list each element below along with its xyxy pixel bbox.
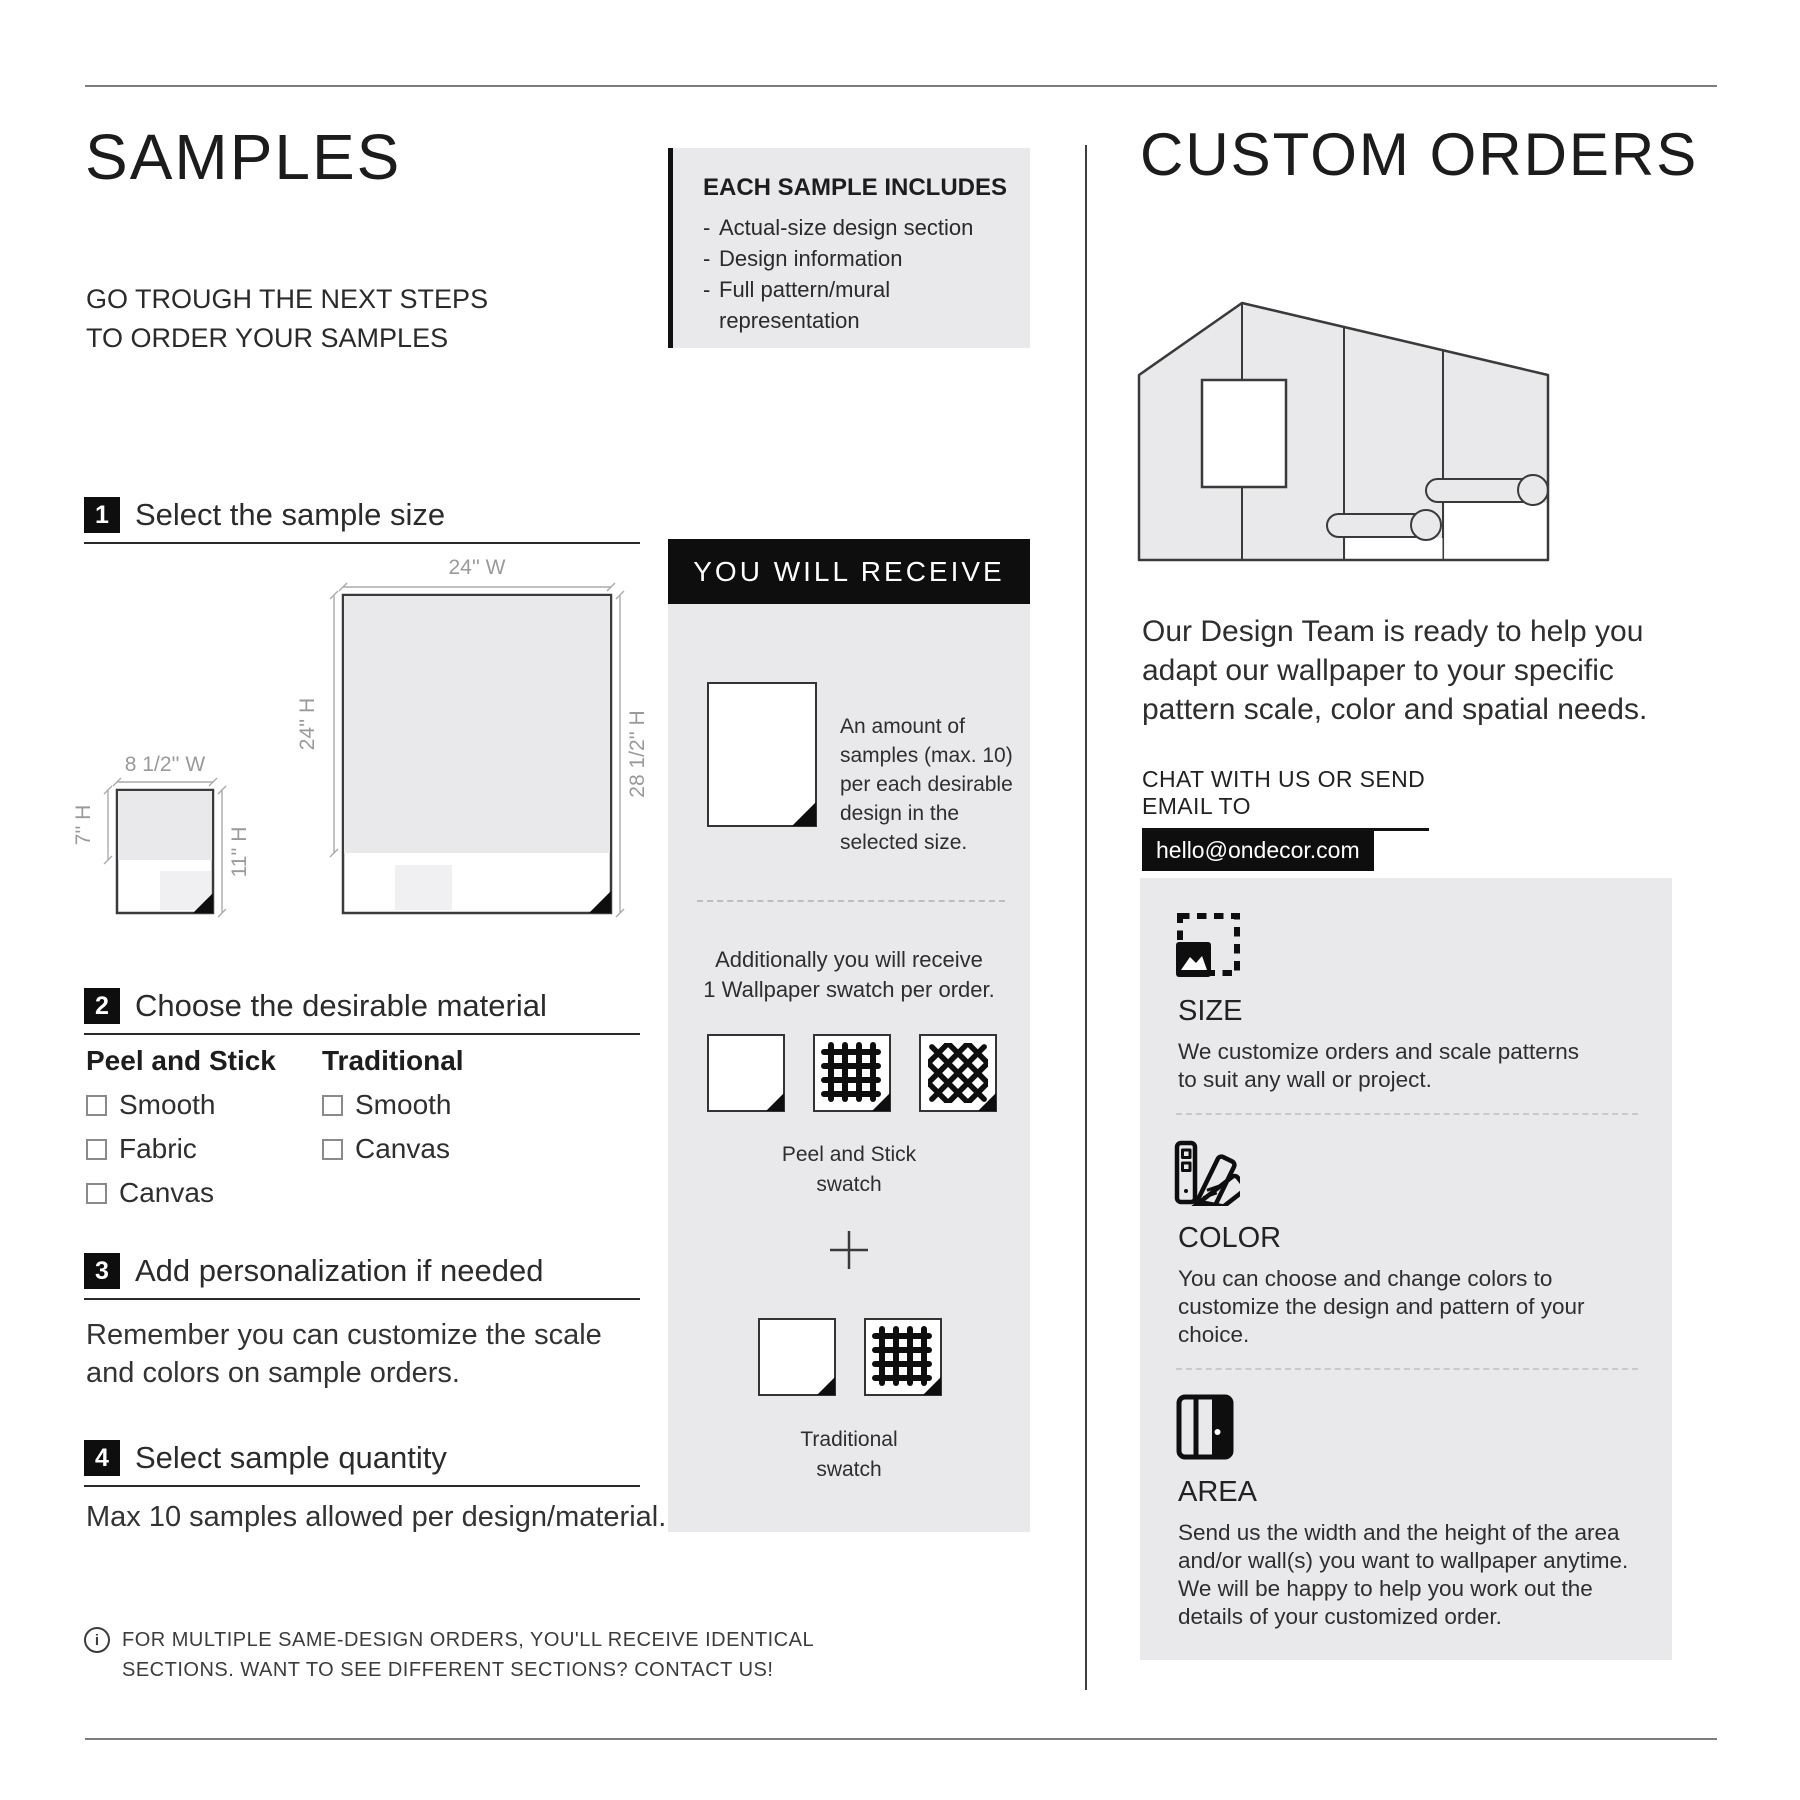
dashed-divider (1176, 1113, 1638, 1115)
checkbox[interactable] (86, 1183, 107, 1204)
sample-sheet-icon (707, 682, 817, 827)
intro-line: TO ORDER YOUR SAMPLES (86, 323, 449, 353)
material-option-label: Smooth (355, 1089, 452, 1120)
includes-item (703, 274, 1010, 336)
feature-line: and/or wall(s) you want to wallpaper anytime. (1178, 1548, 1629, 1573)
feature-area (1178, 1476, 1628, 1631)
label-line: Traditional (800, 1428, 898, 1451)
additional-line: Additionally you will receive (715, 947, 983, 972)
footnote (84, 1625, 814, 1685)
note-line: and colors on sample orders. (86, 1357, 460, 1389)
step-label: Select sample quantity (135, 1440, 447, 1475)
step-2-header (84, 988, 640, 1035)
material-option[interactable] (322, 1089, 464, 1121)
material-option-label: Canvas (119, 1177, 214, 1208)
plus-icon (827, 1228, 871, 1272)
material-option-label: Fabric (119, 1133, 197, 1164)
custom-intro (1142, 612, 1647, 729)
label-line: swatch (816, 1458, 882, 1481)
material-option-label: Smooth (119, 1089, 216, 1120)
step-number-badge: 1 (84, 497, 120, 533)
folded-corner (978, 1093, 996, 1111)
small-height-left-label: 7'' H (72, 804, 95, 846)
chat-block (1142, 766, 1492, 871)
intro-line: adapt our wallpaper to your specific (1142, 654, 1614, 687)
feature-line: to suit any wall or project. (1178, 1067, 1432, 1092)
includes-title: EACH SAMPLE INCLUDES (703, 174, 1008, 201)
material-option-label: Canvas (355, 1133, 450, 1164)
feature-line: customize the design and pattern of your (1178, 1294, 1585, 1319)
feature-line: details of your customized order. (1178, 1604, 1502, 1629)
info-icon: i (84, 1627, 110, 1653)
feature-heading: COLOR (1178, 1222, 1282, 1254)
grid-swatch-icon (864, 1318, 942, 1396)
folded-corner (872, 1093, 890, 1111)
footnote-line: FOR MULTIPLE SAME-DESIGN ORDERS, YOU'LL RECEIVE IDENTICAL (122, 1629, 815, 1651)
amount-text (840, 712, 1025, 857)
folded-corner (817, 1377, 835, 1395)
traditional-swatch-label (668, 1425, 1030, 1485)
material-title: Traditional (322, 1045, 464, 1076)
top-rule (85, 85, 1717, 87)
step-3-header (84, 1253, 640, 1300)
includes-item (703, 243, 1010, 274)
dashed-divider (1176, 1368, 1638, 1370)
folded-corner (792, 802, 816, 826)
material-title: Peel and Stick (86, 1045, 276, 1076)
amount-line: An amount of (840, 715, 965, 738)
feature-heading: SIZE (1178, 995, 1243, 1027)
large-height-left-label: 24'' H (296, 697, 319, 751)
footnote-line: SECTIONS. WANT TO SEE DIFFERENT SECTIONS? CONTACT US! (122, 1659, 774, 1681)
custom-orders-title: CUSTOM ORDERS (1140, 121, 1699, 188)
additional-line: 1 Wallpaper swatch per order. (703, 977, 995, 1002)
peel-swatch-label (668, 1140, 1030, 1200)
you-will-receive-header: YOU WILL RECEIVE (668, 539, 1030, 604)
step-label: Add personalization if needed (135, 1253, 544, 1288)
feature-line: We customize orders and scale patterns (1178, 1039, 1580, 1064)
step-label: Choose the desirable material (135, 988, 547, 1023)
chat-label: CHAT WITH US OR SEND EMAIL TO (1142, 766, 1429, 831)
size-image-icon (1176, 912, 1242, 978)
feature-heading: AREA (1178, 1476, 1257, 1508)
feature-line: We will be happy to help you work out the (1178, 1576, 1593, 1601)
bullet: - (703, 277, 711, 302)
material-option[interactable] (86, 1133, 276, 1165)
material-option[interactable] (322, 1133, 464, 1165)
blank-swatch-icon (758, 1318, 836, 1396)
email-address[interactable]: hello@ondecor.com (1142, 831, 1374, 871)
folded-corner (766, 1093, 784, 1111)
feature-size (1178, 995, 1579, 1094)
intro-line: Our Design Team is ready to help you (1142, 615, 1644, 648)
includes-item-text: Actual-size design section (719, 215, 974, 240)
step-number-badge: 4 (84, 1440, 120, 1476)
amount-line: design in the (840, 802, 960, 825)
sample-includes-box (668, 148, 1030, 348)
dashed-divider (697, 900, 1005, 902)
feature-line: Send us the width and the height of the area (1178, 1520, 1620, 1545)
bullet: - (703, 215, 711, 240)
note-line: Remember you can customize the scale (86, 1319, 602, 1351)
material-column-traditional (322, 1045, 464, 1165)
sample-size-diagram (60, 552, 660, 952)
amount-line: selected size. (840, 831, 968, 854)
checkbox[interactable] (322, 1139, 343, 1160)
feature-line: You can choose and change colors to (1178, 1266, 1553, 1291)
large-height-right-label: 28 1/2'' H (626, 710, 649, 798)
checkbox[interactable] (86, 1095, 107, 1116)
includes-item (703, 212, 1010, 243)
step-number-badge: 3 (84, 1253, 120, 1289)
feature-color (1178, 1222, 1585, 1349)
amount-line: per each desirable (840, 773, 1013, 796)
step-label: Select the sample size (135, 497, 446, 532)
additional-text (668, 945, 1030, 1005)
area-walls-icon (1176, 1394, 1240, 1460)
checkbox[interactable] (86, 1139, 107, 1160)
folded-corner (923, 1377, 941, 1395)
samples-intro (86, 280, 488, 358)
large-width-label: 24'' W (448, 556, 506, 579)
checkbox[interactable] (322, 1095, 343, 1116)
house-wallpaper-illustration (1128, 293, 1568, 571)
amount-line: samples (max. 10) (840, 744, 1013, 767)
step-4-header (84, 1440, 640, 1487)
label-line: swatch (816, 1173, 882, 1196)
feature-line: choice. (1178, 1322, 1250, 1347)
material-option[interactable] (86, 1089, 276, 1121)
step-number-badge: 2 (84, 988, 120, 1024)
small-width-label: 8 1/2'' W (124, 753, 206, 776)
column-divider (1085, 145, 1087, 1690)
intro-line: GO TROUGH THE NEXT STEPS (86, 284, 489, 314)
grid-swatch-icon (813, 1034, 891, 1112)
material-column-peel (86, 1045, 276, 1209)
step-1-header (84, 497, 640, 544)
label-line: Peel and Stick (781, 1143, 917, 1166)
bottom-rule (85, 1738, 1717, 1740)
material-option[interactable] (86, 1177, 276, 1209)
small-height-right-label: 11'' H (228, 826, 251, 878)
bullet: - (703, 246, 711, 271)
step-3-note (86, 1316, 602, 1392)
includes-item-text: Design information (719, 246, 903, 271)
includes-item-text: Full pattern/mural representation (719, 277, 891, 333)
step-4-note: Max 10 samples allowed per design/material. (86, 1501, 667, 1533)
samples-title: SAMPLES (85, 121, 402, 193)
intro-line: pattern scale, color and spatial needs. (1142, 693, 1648, 726)
blank-swatch-icon (707, 1034, 785, 1112)
color-swatches-icon (1174, 1140, 1240, 1206)
crosshatch-swatch-icon (919, 1034, 997, 1112)
